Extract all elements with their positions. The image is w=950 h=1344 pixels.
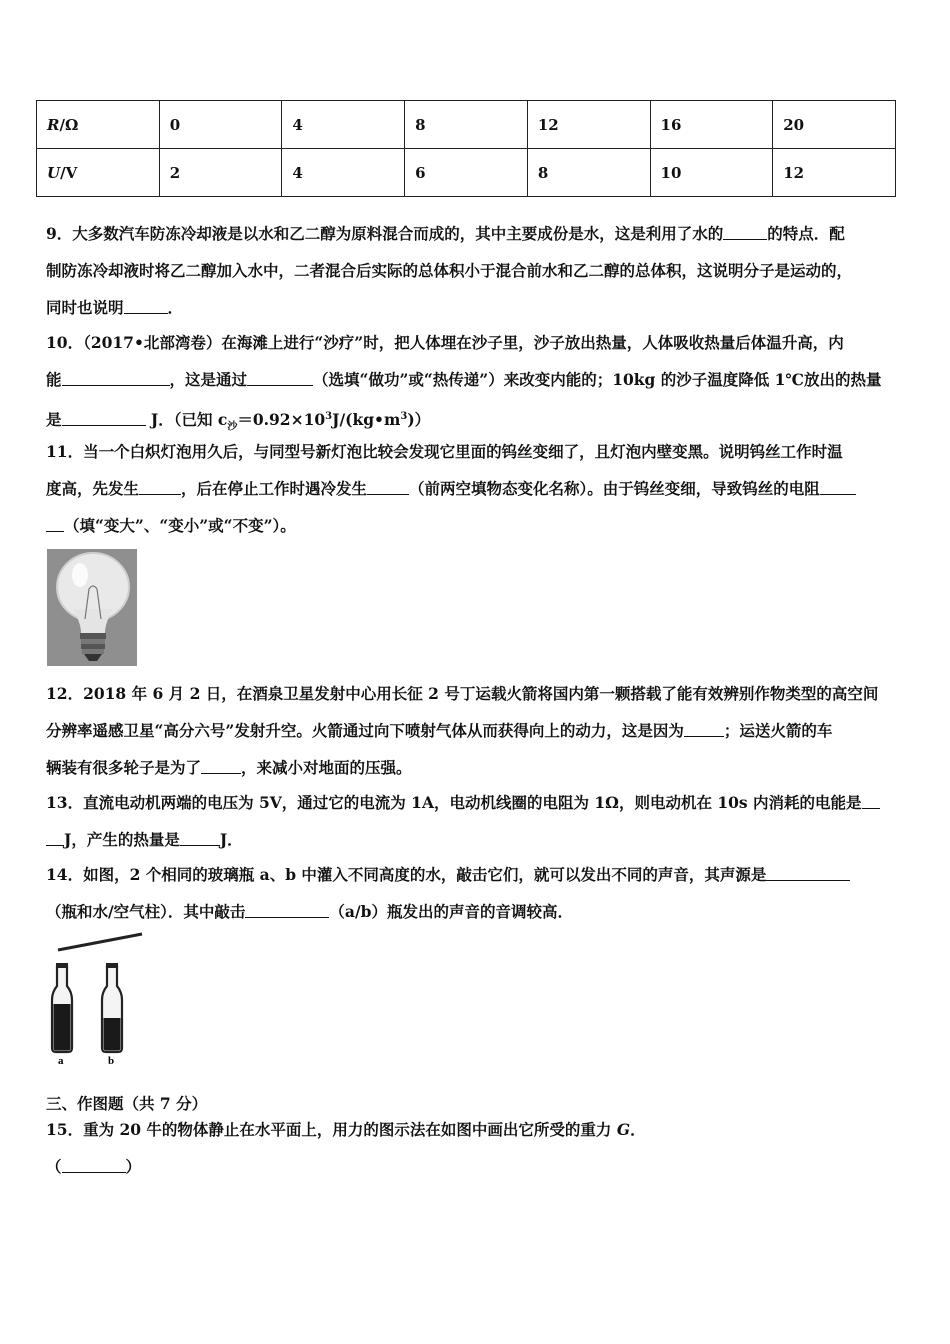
glass-bottles-figure	[40, 930, 150, 1070]
resistance-voltage-table	[36, 100, 896, 197]
table-row	[37, 101, 896, 149]
glass-bottles-icon	[40, 930, 150, 1070]
section-heading: 三、作图题（共 7 分）	[46, 1094, 208, 1113]
answer-blank[interactable]	[62, 1156, 126, 1173]
light-bulb-image	[47, 549, 137, 666]
answer-blank[interactable]	[62, 369, 170, 386]
answer-blank[interactable]	[180, 829, 220, 846]
question-13: 13．直流电动机两端的电压为 5V，通过它的电流为 1A，电动机线圈的电阻为 1Ω，则电动机在 10s 内消耗的电能是 J，产生的热量是 J．	[46, 784, 912, 858]
table-cell: 2	[159, 149, 282, 197]
table-cell: 12	[527, 101, 650, 149]
answer-blank[interactable]	[201, 757, 241, 774]
answer-blank[interactable]	[62, 409, 146, 426]
striking-stick	[58, 934, 142, 950]
table-cell: 0	[159, 101, 282, 149]
table-cell: 4	[282, 101, 405, 149]
table-cell: 12	[773, 149, 896, 197]
answer-blank[interactable]	[367, 478, 409, 495]
answer-blank[interactable]	[46, 829, 64, 846]
table-cell: 6	[405, 149, 528, 197]
bottle-b-label: b	[108, 1055, 115, 1067]
bottle-a-label: a	[58, 1055, 64, 1067]
answer-blank[interactable]	[247, 369, 313, 386]
question-12: 12．2018 年 6 月 2 日，在酒泉卫星发射中心用长征 2 号丁运载火箭将国内第一颗搭载了能有效辨别作物类型的高空间 分辨率遥感卫星“高分六号”发射升空。火箭通过向下喷射气体从而获得向上的动力，这是因为 ；运送火箭的车 辆装有很多轮子是为了 ，来减小对地面的压强。	[46, 684, 879, 777]
table-cell: 16	[650, 101, 773, 149]
question-14: 14．如图，2 个相同的玻璃瓶 a、b 中灌入不同高度的水，敲击它们，就可以发出不同的声音，其声源是 （瓶和水/空气柱）．其中敲击 （a/b）瓶发出的声音的音调较高．	[46, 856, 912, 930]
question-10: 10．（2017•北部湾卷）在海滩上进行“沙疗”时，把人体埋在沙子里，沙子放出热量，人体吸收热量后体温升高，内 能 ，这是通过 （选填“做功”或“热传递”）来改变内能的；10kg 的沙子温度降低 1℃放出的热量 是 J．（已知 $c_沙=0.92\times 10^3J/(kg•m^3)$）	[46, 333, 882, 433]
answer-blank[interactable]	[862, 792, 880, 809]
table-cell: 20	[773, 101, 896, 149]
table-row	[37, 149, 896, 197]
light-bulb-icon	[47, 549, 137, 666]
answer-blank[interactable]	[766, 864, 850, 881]
question-9: 9．大多数汽车防冻冷却液是以水和乙二醇为原料混合而成的，其中主要成份是水，这是利用了水的 的特点．配 制防冻冷却液时将乙二醇加入水中，二者混合后实际的总体积小于混合前水和乙二醇的总体积，这说明分子是运动的， 同时也说明 ．	[46, 224, 853, 317]
question-15: 15．重为 20 牛的物体静止在水平面上，用力的图示法在如图中画出它所受的重力 G． （ ）	[46, 1120, 646, 1176]
answer-blank[interactable]	[139, 478, 181, 495]
answer-blank[interactable]	[684, 720, 724, 737]
answer-blank[interactable]	[245, 901, 329, 918]
table-cell: 8	[405, 101, 528, 149]
table-cell: 8	[527, 149, 650, 197]
table-cell: 4	[282, 149, 405, 197]
answer-blank[interactable]	[820, 478, 856, 495]
answer-blank[interactable]	[124, 297, 168, 314]
question-11: 11．当一个白炽灯泡用久后，与同型号新灯泡比较会发现它里面的钨丝变细了，且灯泡内壁变黑。说明钨丝工作时温 度高，先发生 ，后在停止工作时遇冷发生 （前两空填物态变化名称）。由于钨丝变细，导致钨丝的电阻 （填“变大”、“变小”或“不变”）。	[46, 433, 912, 544]
table-header-u: U/V	[37, 149, 160, 197]
table-cell: 10	[650, 149, 773, 197]
answer-blank[interactable]	[723, 223, 767, 240]
table-header-r: R/Ω	[37, 101, 160, 149]
answer-blank[interactable]	[46, 515, 64, 532]
